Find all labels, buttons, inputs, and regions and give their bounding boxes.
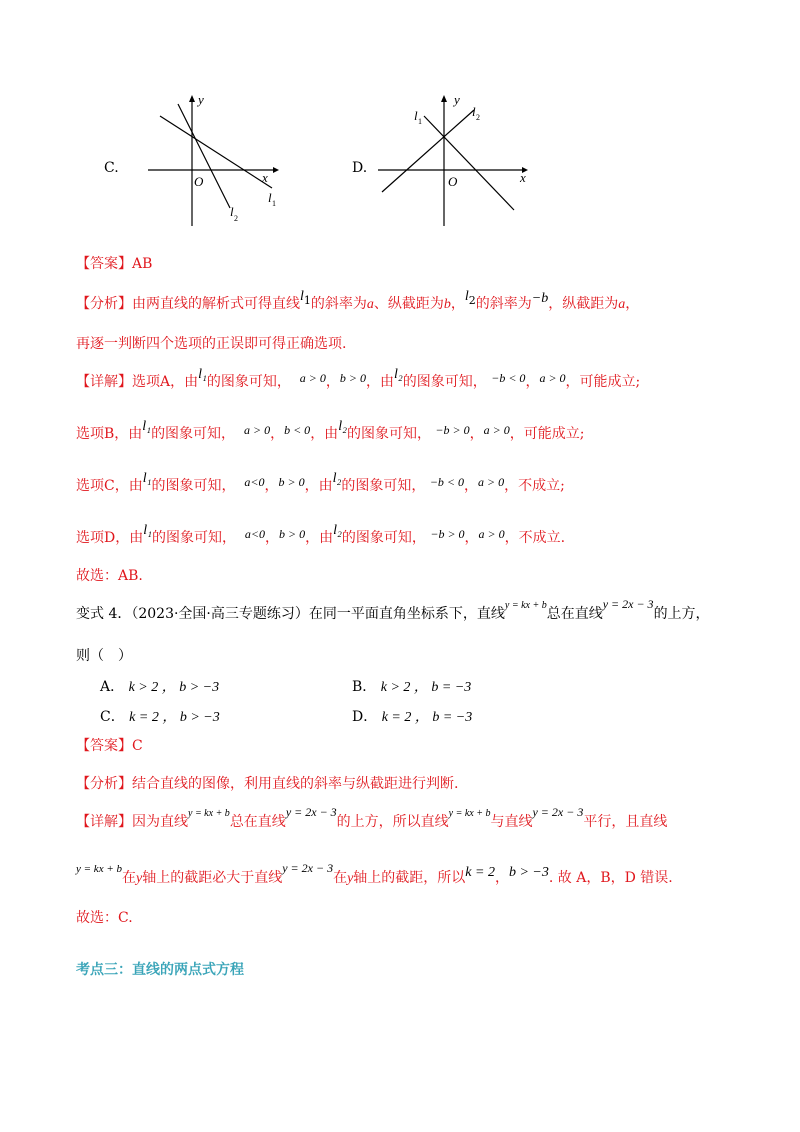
detail-1-suffix: ，可能成立; <box>509 426 585 442</box>
detail-2-tag: 【详解】 <box>76 814 132 830</box>
detail-1-l1: l₁ <box>143 523 152 538</box>
detail-1-suffix: ，可能成立; <box>565 374 641 390</box>
section-heading: 考点三：直线的两点式方程 <box>76 962 244 978</box>
analysis-1-l1-sub: 1 <box>303 294 311 307</box>
variant-4-eq2: y = 2x − 3 <box>602 597 654 611</box>
detail-1-prefix: 选项C，由 <box>76 478 143 494</box>
conclusion-1: 故选：AB. <box>76 568 143 584</box>
analysis-1-l2: l <box>464 289 469 304</box>
option-c-expr: k = 2 ， b > −3 <box>129 710 220 725</box>
detail-1-mid2: ，由 <box>366 374 395 390</box>
detail-2-text: ， <box>494 870 509 886</box>
detail-2-y1: y <box>136 871 143 886</box>
detail-1-l2: l₂ <box>333 523 342 538</box>
variant-4-mid: 总在直线 <box>546 606 603 622</box>
detail-1-l2: l₂ <box>394 367 403 382</box>
detail-2-eq2: y = 2x − 3 <box>285 805 337 819</box>
analysis-1-text: ， <box>625 296 640 312</box>
detail-2-text: 轴上的截距必大于直线 <box>142 870 283 886</box>
detail-2-line2 <box>76 861 673 889</box>
figure-d-origin-label: O <box>448 174 458 189</box>
detail-2-text: 的上方，所以直线 <box>336 814 449 830</box>
detail-2-y2: y <box>347 871 354 886</box>
variant-4-question <box>76 597 710 626</box>
detail-1-l1: l₁ <box>142 471 152 486</box>
variant-4-eq1: y = kx + b <box>504 600 547 611</box>
option-d-label: D． <box>352 709 378 725</box>
detail-1-prefix: 选项B，由 <box>76 426 143 442</box>
detail-1-mid: 的图象可知， <box>206 374 291 390</box>
analysis-1-text: 的斜率为 <box>475 296 532 312</box>
figure-c-l2-label: l <box>230 204 234 219</box>
analysis-1-l1: l <box>300 289 304 304</box>
figure-c-y-label: y <box>198 92 204 107</box>
detail-1-c4: a > 0 <box>478 475 505 489</box>
figure-c-label: C. <box>104 160 119 176</box>
detail-1-row-b: 选项B，由l₁的图象可知， a > 0，b < 0，由l₂的图象可知， −b > 0，a > 0，可能成立; <box>76 419 585 442</box>
option-a-expr: k > 2 ， b > −3 <box>128 680 220 695</box>
option-a <box>100 676 219 696</box>
detail-1-prefix: 选项A，由 <box>132 374 199 390</box>
detail-2-text: 与直线 <box>490 814 533 830</box>
detail-2-text: 总在直线 <box>229 814 286 830</box>
detail-1-c1: a > 0 <box>299 371 326 385</box>
figure-d-x-label: x <box>520 170 526 185</box>
analysis-1-tag: 【分析】 <box>76 296 132 312</box>
analysis-1-negb: −b <box>531 291 549 306</box>
variant-4-suffix: 的上方， <box>653 606 710 622</box>
detail-1-mid3: 的图象可知， <box>402 374 487 390</box>
figure-d-l2-sub: 2 <box>476 113 480 122</box>
detail-1-c2: b > 0 <box>279 527 306 541</box>
figure-c-l1-label: l <box>268 190 272 205</box>
analysis-1-text: 、纵截距为 <box>373 296 444 312</box>
analysis-1-text: ，纵截距为 <box>548 296 619 312</box>
detail-1-c2: b > 0 <box>278 475 305 489</box>
detail-1-mid: 的图象可知， <box>152 530 236 546</box>
detail-1-row-a: 【详解】选项A，由l₁的图象可知， a > 0，b > 0，由l₂的图象可知， −b < 0，a > 0，可能成立; <box>76 367 641 390</box>
detail-1-c3: −b > 0 <box>430 527 465 541</box>
detail-1-mid: 的图象可知， <box>151 426 236 442</box>
figure-c-l2-sub: 2 <box>234 214 238 223</box>
detail-2-line1 <box>76 805 668 834</box>
detail-2-eq4: y = 2x − 3 <box>532 805 584 819</box>
analysis-1-a: a <box>366 297 374 312</box>
analysis-1 <box>76 289 640 315</box>
variant-4-line2: 则（ ） <box>76 648 132 664</box>
detail-1-mid3: 的图象可知， <box>341 530 426 546</box>
detail-2-text: 轴上的截距，所以 <box>353 870 466 886</box>
detail-1-row-c: 选项C，由l₁的图象可知， a<0，b > 0，由l₂的图象可知， −b < 0，a > 0，不成立; <box>76 471 565 494</box>
analysis-2: 【分析】结合直线的图像，利用直线的斜率与纵截距进行判断. <box>76 776 459 792</box>
figure-d-l1-sub: 1 <box>418 117 422 126</box>
option-c-label: C． <box>100 709 125 725</box>
detail-1-suffix: ，不成立. <box>504 530 566 546</box>
figure-c-l1-sub: 1 <box>272 199 276 208</box>
detail-1-l2: l₂ <box>338 419 347 434</box>
option-d-expr: k = 2 ， b = −3 <box>381 710 473 725</box>
option-b <box>352 676 471 696</box>
detail-1-c1: a<0 <box>244 527 266 541</box>
figure-d-y-label: y <box>454 92 460 107</box>
figure-d-l1-label: l <box>414 108 418 123</box>
detail-1-c1: a<0 <box>244 475 265 489</box>
option-c <box>100 706 220 726</box>
detail-1-c4: a > 0 <box>539 371 566 385</box>
detail-1-c3: −b < 0 <box>491 371 526 385</box>
analysis-1-a2: a <box>618 297 626 312</box>
detail-1-mid: 的图象可知， <box>151 478 236 494</box>
figure-c-graph <box>148 90 288 230</box>
detail-2-k: k = 2 <box>465 865 495 880</box>
detail-2-bcond: b > −3 <box>508 865 549 880</box>
conclusion-2: 故选：C. <box>76 910 133 926</box>
detail-1-c2: b < 0 <box>284 423 311 437</box>
detail-1-l1: l₁ <box>198 367 207 382</box>
analysis-1-line2: 再逐一判断四个选项的正误即可得正确选项. <box>76 336 347 352</box>
analysis-1-text: 由两直线的解析式可得直线 <box>132 296 300 312</box>
detail-1-c4: a > 0 <box>483 423 510 437</box>
detail-1-mid2: ，由 <box>310 426 339 442</box>
detail-1-tag: 【详解】 <box>76 374 132 390</box>
detail-2-text: 在 <box>122 870 136 886</box>
detail-2-eq1: y = kx + b <box>188 808 230 819</box>
detail-1-row-d: 选项D，由l₁的图象可知， a<0，b > 0，由l₂的图象可知， −b > 0，a > 0，不成立. <box>76 523 566 546</box>
detail-1-suffix: ，不成立; <box>504 478 565 494</box>
figure-c-x-label: x <box>262 170 268 185</box>
answer-2: 【答案】C <box>76 738 143 754</box>
variant-4-prefix: 变式 4．（2023·全国·高三专题练习）在同一平面直角坐标系下，直线 <box>76 606 505 622</box>
analysis-1-l2-sub: 2 <box>468 294 476 307</box>
detail-2-text: 平行，且直线 <box>583 814 668 830</box>
figure-d-l2-label: l <box>472 104 476 119</box>
detail-1-l2: l₂ <box>332 471 342 486</box>
analysis-1-b: b <box>443 297 451 312</box>
option-d <box>352 706 472 726</box>
detail-1-mid3: 的图象可知， <box>341 478 426 494</box>
detail-1-c1: a > 0 <box>243 423 271 437</box>
analysis-1-text: 的斜率为 <box>310 296 367 312</box>
detail-1-c2: b > 0 <box>339 371 367 385</box>
detail-1-mid2: ，由 <box>304 478 333 494</box>
detail-1-prefix: 选项D，由 <box>76 530 144 546</box>
analysis-1-text: ， <box>450 296 465 312</box>
detail-2-text: . 故 A，B，D 错误. <box>548 870 673 886</box>
detail-2-text: 因为直线 <box>132 814 188 830</box>
detail-1-c4: a > 0 <box>478 527 505 541</box>
option-a-label: A． <box>100 679 125 695</box>
detail-1-c3: −b > 0 <box>435 423 470 437</box>
detail-2-eq5: y = kx + b <box>76 863 122 875</box>
detail-2-eq3: y = kx + b <box>448 808 491 819</box>
detail-1-c3: −b < 0 <box>429 475 465 489</box>
option-b-label: B． <box>352 679 377 695</box>
detail-1-mid2: ，由 <box>305 530 334 546</box>
option-b-expr: k > 2 ， b = −3 <box>380 680 472 695</box>
figure-d-label: D. <box>352 160 368 176</box>
figure-d-graph <box>374 90 534 230</box>
detail-2-text: 在 <box>333 870 348 886</box>
detail-1-mid3: 的图象可知， <box>346 426 431 442</box>
figure-c-origin-label: O <box>194 174 204 189</box>
detail-1-l1: l₁ <box>142 419 152 434</box>
detail-2-eq6: y = 2x − 3 <box>282 861 334 875</box>
answer-1: 【答案】AB <box>76 256 153 272</box>
